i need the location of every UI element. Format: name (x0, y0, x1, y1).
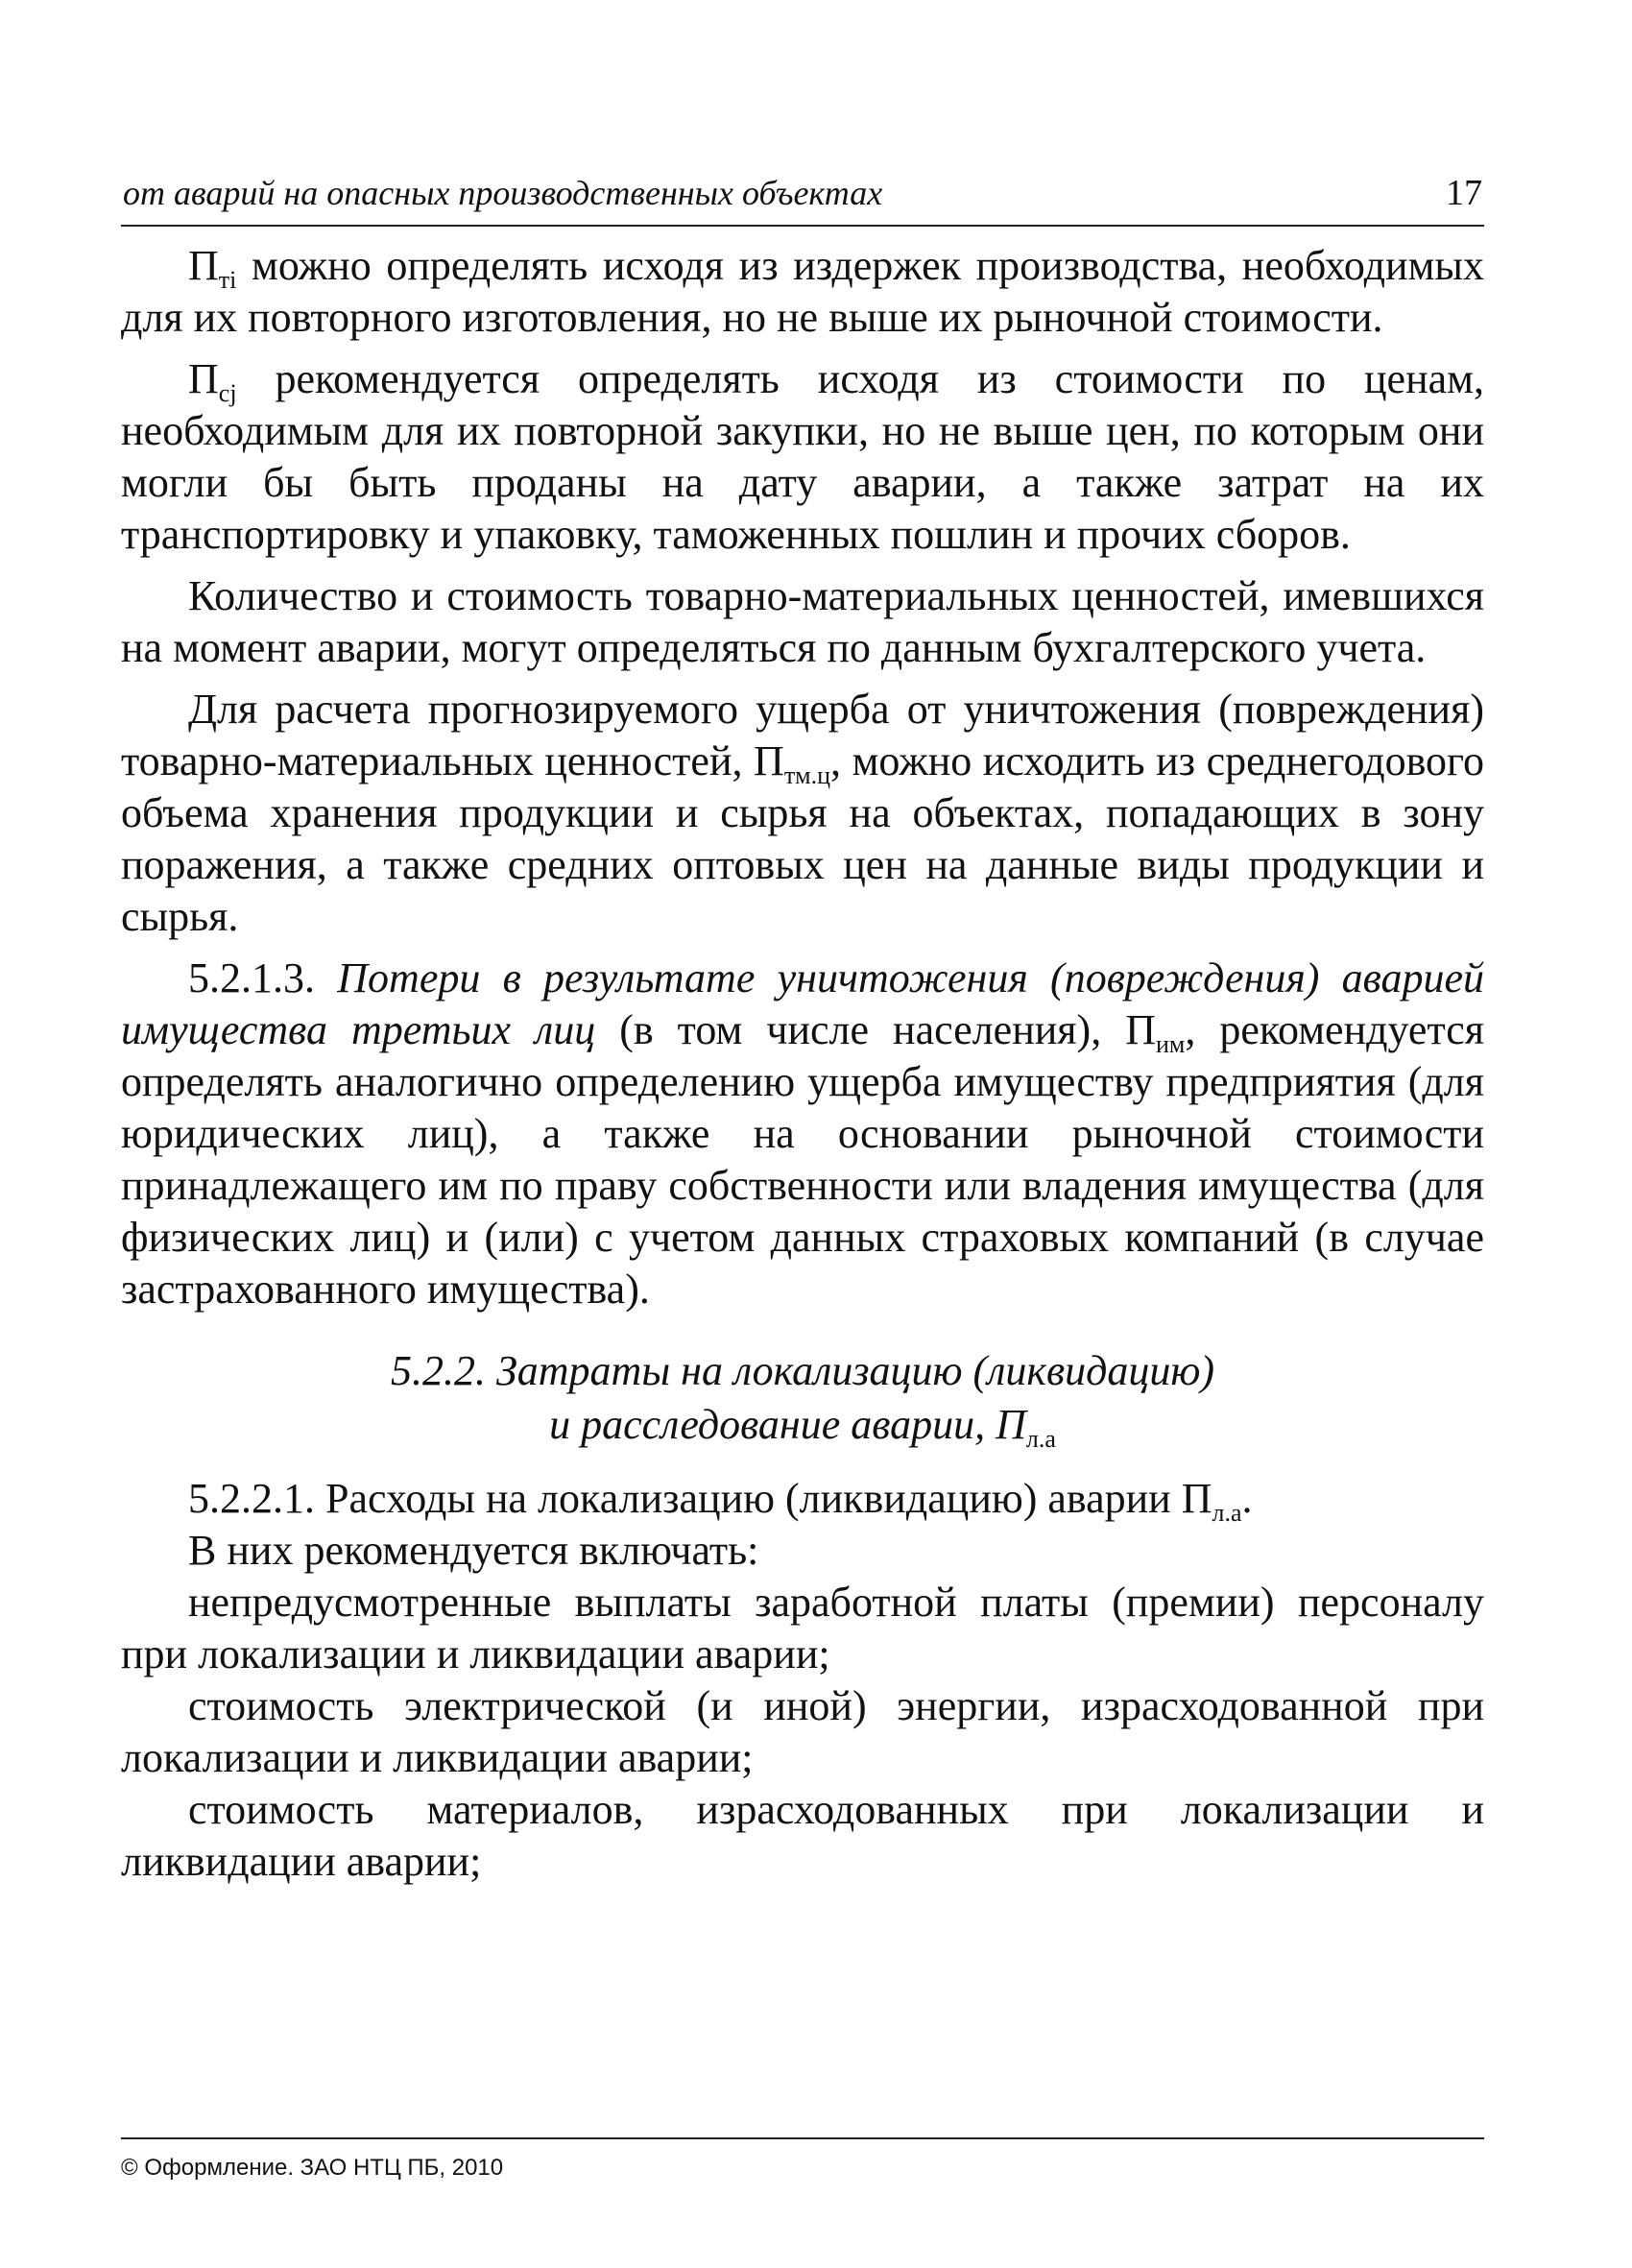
symbol-p: П (754, 737, 784, 784)
paragraph-text: непредусмотренные выплаты заработной платы (премии) персоналу при локализации и ликвидации аварии; (121, 1579, 1484, 1677)
symbol-p: П (1181, 1475, 1212, 1522)
paragraph-text: Для расчета прогнозируемого ущерба от уничтожения (повреждения) товарно-материальных ценностей, (121, 686, 1484, 784)
paragraph-text: . (1241, 1475, 1253, 1522)
subscript-tmc: тм.ц (783, 761, 831, 789)
running-header-title: от аварий на опасных производственных объектах (123, 174, 883, 212)
paragraph-text: (в том числе населения), (595, 1006, 1126, 1053)
paragraph-5-2-1-3 (121, 953, 1484, 1315)
running-header (121, 169, 1484, 227)
paragraph-text: , рекомендуется определять аналогично определению ущерба имуществу предприятия (для юридических лиц), а также на основании рыночной стоимости принадлежащего им по праву собственности или владения имущества (для физических лиц) и (или) с учетом данных страховых компаний (в случае застрахованного имущества). (121, 1006, 1484, 1313)
paragraph-text: стоимость электрической (и иной) энергии, израсходованной при локализации и ликвидации аварии; (121, 1682, 1484, 1781)
clause-number: 5.2.1.3. (188, 954, 338, 1001)
page-body (121, 240, 1484, 1888)
symbol-p: П (1125, 1006, 1156, 1053)
subscript-cj: cj (218, 379, 237, 407)
list-item-materials (121, 1784, 1484, 1888)
subscript-im: им (1155, 1030, 1186, 1058)
paragraph-text: можно определять исходя из издержек производства, необходимых для их повторного изготовления, но не выше их рыночной стоимости. (121, 242, 1484, 341)
paragraph-5-2-2-1 (121, 1473, 1484, 1525)
subscript-la: л.а (1212, 1499, 1242, 1527)
paragraph-text: В них рекомендуется включать: (188, 1527, 759, 1574)
list-item-salary (121, 1577, 1484, 1680)
clause-italic-title: Потери в результате уничтожения (повреждения) аварией имущества третьих лиц (121, 954, 1485, 1053)
symbol-p: П (188, 355, 219, 402)
section-heading-5-2-2 (121, 1344, 1484, 1452)
symbol-p: П (188, 242, 219, 289)
page-number: 17 (1446, 173, 1482, 213)
paragraph-text: рекомендуется определять исходя из стоимости по ценам, необходимым для их повторной закупки, но не выше цен, по которым они могли бы быть проданы на дату аварии, а также затрат на их транспортировку и упаковку, таможенных пошлин и прочих сборов. (121, 355, 1484, 558)
subscript-ti: тi (218, 266, 237, 294)
paragraph-text: 5.2.2.1. Расходы на локализацию (ликвидацию) аварии (188, 1475, 1182, 1522)
paragraph-include-intro (121, 1525, 1484, 1577)
section-heading-line-1: 5.2.2. Затраты на локализацию (ликвидацию) (391, 1347, 1214, 1394)
section-heading-line-2: и расследование аварии, (549, 1401, 996, 1448)
paragraph-pt (121, 240, 1484, 344)
paragraph-text: Количество и стоимость товарно-материальных ценностей, имевшихся на момент аварии, могут определяться по данным бухгалтерского учета. (121, 572, 1484, 671)
paragraph-text: , можно исходить из среднегодового объема хранения продукции и сырья на объектах, попадающих в зону поражения, а также средних оптовых цен на данные виды продукции и сырья. (121, 737, 1485, 940)
paragraph-inventory-quantity (121, 570, 1484, 674)
paragraph-pc (121, 353, 1484, 561)
paragraph-forecast-damage (121, 684, 1484, 943)
copyright-footer: © Оформление. ЗАО НТЦ ПБ, 2010 (121, 2155, 504, 2181)
paragraph-text: стоимость материалов, израсходованных при локализации и ликвидации аварии; (121, 1786, 1484, 1885)
footer-divider (121, 2137, 1484, 2139)
subscript-la: л.а (1025, 1425, 1056, 1453)
symbol-p: П (996, 1401, 1026, 1448)
list-item-energy (121, 1680, 1484, 1784)
